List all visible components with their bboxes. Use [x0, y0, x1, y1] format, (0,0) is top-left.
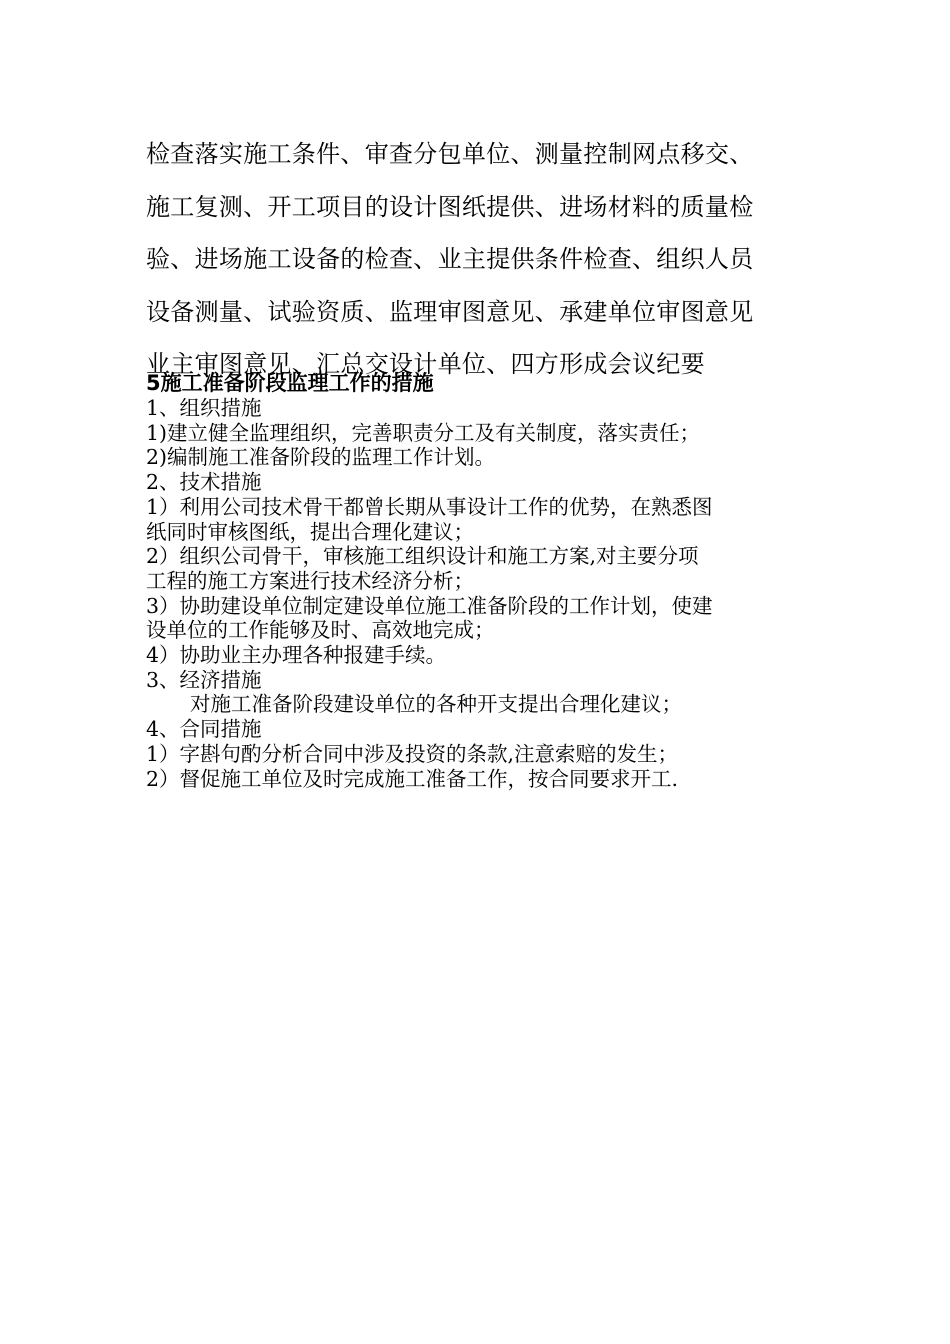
tech-measure-item-line: 设单位的工作能够及时、高效地完成；: [146, 618, 495, 643]
org-measure-item: 2)编制施工准备阶段的监理工作计划。: [146, 445, 496, 470]
tech-measure-item-line: 1）利用公司技术骨干都曾长期从事设计工作的优势，在熟悉图: [146, 494, 713, 519]
tech-measure-item-line: 工程的施工方案进行技术经济分析；: [146, 568, 474, 593]
tech-measure-item-line: 4）协助业主办理各种报建手续。: [146, 643, 447, 668]
contract-measure-item: 1）字斟句酌分析合同中涉及投资的条款,注意索赔的发生；: [146, 741, 679, 766]
measures-section: [146, 370, 816, 791]
org-measures-heading: 1、组织措施: [146, 396, 262, 420]
intro-line: 验、进场施工设备的检查、业主提供条件检查、组织人员: [146, 245, 754, 273]
tech-measures-heading: 2、技术措施: [146, 470, 262, 495]
org-measure-item: 1)建立健全监理组织，完善职责分工及有关制度，落实责任；: [146, 420, 701, 445]
intro-line: 检查落实施工条件、审查分包单位、测量控制网点移交、: [146, 140, 754, 168]
intro-line: 施工复测、开工项目的设计图纸提供、进场材料的质量检: [146, 192, 754, 221]
tech-measure-item-line: 2）组织公司骨干，审核施工组织设计和施工方案,对主要分项: [146, 544, 699, 569]
intro-line: 业主审图意见、汇总交设计单位、四方形成会议纪要: [146, 350, 705, 378]
section-title: 5施工准备阶段监理工作的措施: [146, 371, 434, 395]
contract-measures-heading: 4、合同措施: [146, 717, 262, 742]
intro-paragraph: [146, 128, 826, 391]
econ-measure-item: 对施工准备阶段建设单位的各种开支提出合理化建议；: [190, 692, 682, 717]
econ-measures-heading: 3、经济措施: [146, 667, 262, 692]
tech-measure-item-line: 3）协助建设单位制定建设单位施工准备阶段的工作计划，使建: [146, 593, 713, 618]
contract-measure-item: 2）督促施工单位及时完成施工准备工作，按合同要求开工.: [146, 766, 679, 791]
tech-measure-item-line: 纸同时审核图纸，提出合理化建议；: [146, 519, 474, 544]
intro-line: 设备测量、试验资质、监理审图意见、承建单位审图意见: [146, 297, 754, 326]
